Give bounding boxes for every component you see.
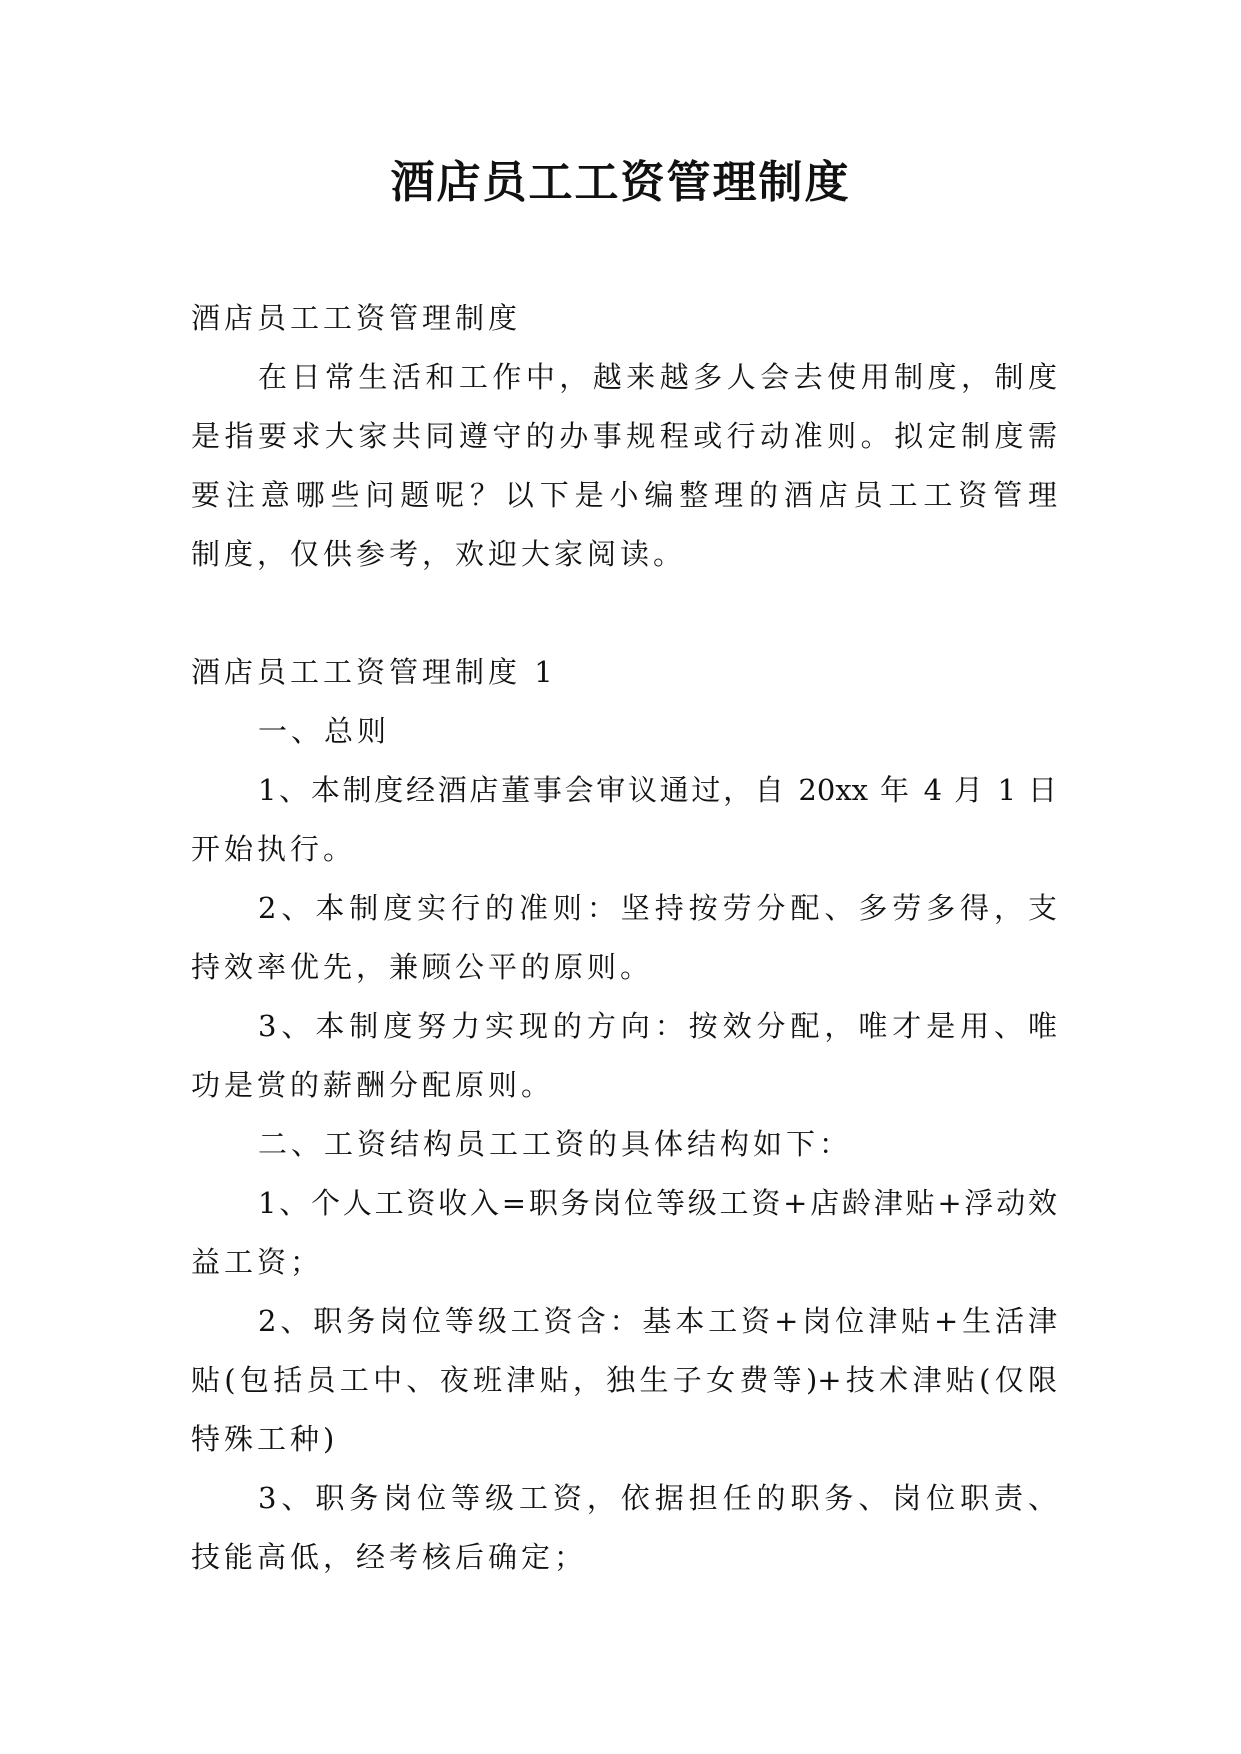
intro-line: 要注意哪些问题呢？以下是小编整理的酒店员工工资管理: [191, 478, 1057, 512]
general-item-3-line: 3、本制度努力实现的方向：按效分配，唯才是用、唯: [258, 1009, 1057, 1043]
general-item-2-line: 持效率优先，兼顾公平的原则。: [191, 950, 654, 984]
section-title: 酒店员工工资管理制度 1: [191, 655, 557, 689]
structure-item-3-line: 3、职务岗位等级工资，依据担任的职务、岗位职责、: [258, 1481, 1057, 1515]
structure-item-2-line: 2、职务岗位等级工资含：基本工资+岗位津贴+生活津: [258, 1304, 1057, 1338]
structure-heading: 二、工资结构员工工资的具体结构如下：: [258, 1127, 853, 1161]
intro-line: 是指要求大家共同遵守的办事规程或行动准则。拟定制度需: [191, 419, 1057, 453]
structure-item-3-line: 技能高低，经考核后确定；: [191, 1540, 588, 1574]
document-subtitle: 酒店员工工资管理制度: [191, 301, 522, 335]
general-item-2-line: 2、本制度实行的准则：坚持按劳分配、多劳多得，支: [258, 891, 1057, 925]
intro-line: 在日常生活和工作中，越来越多人会去使用制度，制度: [258, 360, 1057, 394]
structure-item-1-line: 益工资；: [191, 1245, 324, 1279]
general-item-1-line: 1、本制度经酒店董事会审议通过，自 20xx 年 4 月 1 日: [258, 773, 1057, 807]
document-title: 酒店员工工资管理制度: [390, 157, 851, 208]
intro-line: 制度，仅供参考，欢迎大家阅读。: [191, 537, 687, 571]
structure-item-2-line: 特殊工种): [191, 1422, 339, 1456]
structure-item-2-line: 贴(包括员工中、夜班津贴，独生子女费等)+技术津贴(仅限: [191, 1363, 1057, 1397]
general-item-1-line: 开始执行。: [191, 832, 357, 866]
general-item-3-line: 功是赏的薪酬分配原则。: [191, 1068, 555, 1102]
general-heading: 一、总则: [258, 714, 391, 748]
structure-item-1-line: 1、个人工资收入=职务岗位等级工资+店龄津贴+浮动效: [258, 1186, 1057, 1220]
